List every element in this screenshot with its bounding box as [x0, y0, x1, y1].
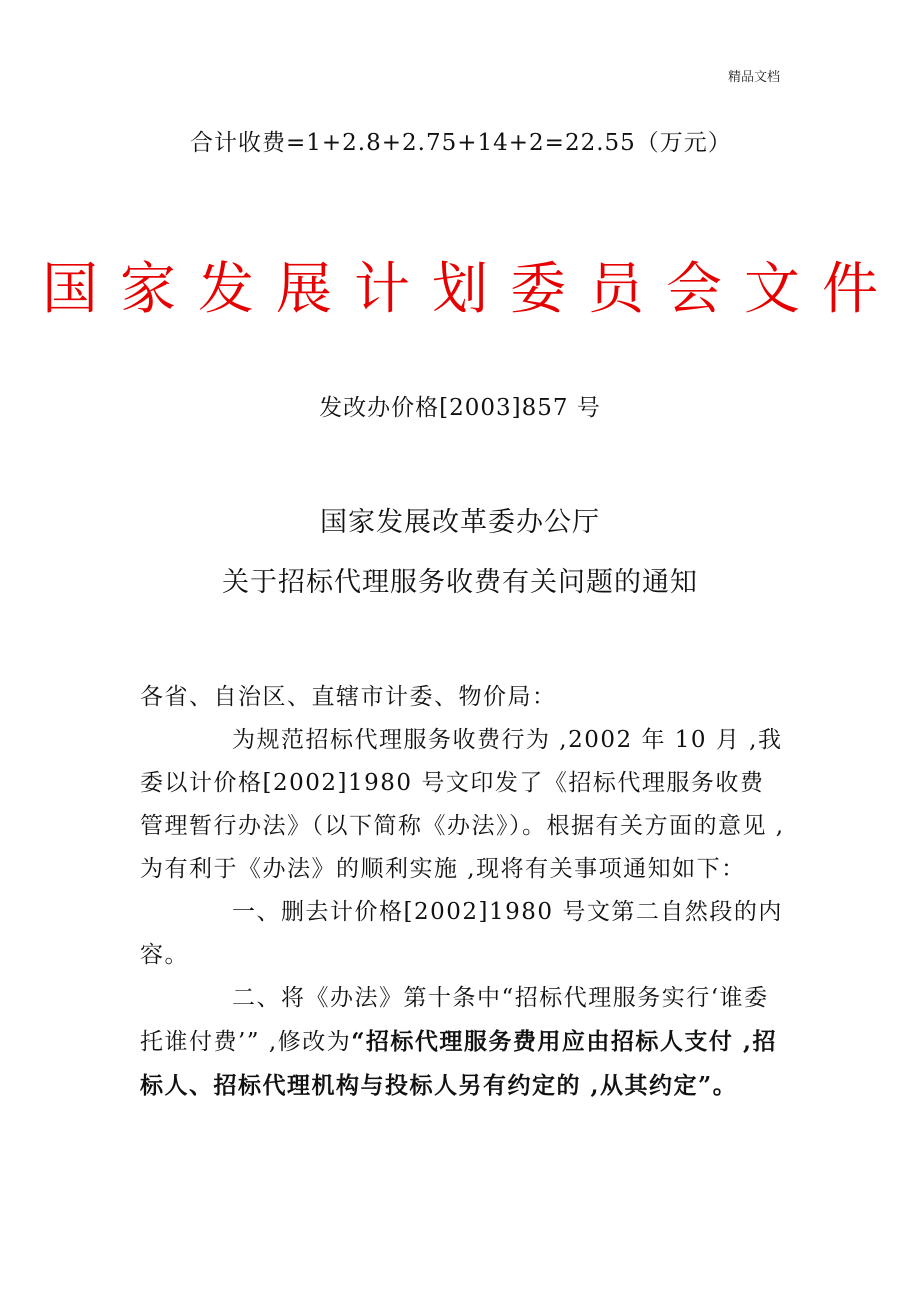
document-red-title: 国家发展计划委员会文件: [42, 257, 900, 322]
item-2: [140, 977, 785, 1108]
total-fee-line: 合计收费=1+2.8+2.75+14+2=22.55（万元）: [190, 130, 732, 156]
paragraph-1: 为规范招标代理服务收费行为 ,2002 年 10 月 ,我委以计价格[2002]1980 号文印发了《招标代理服务收费管理暂行办法》（以下简称《办法》）。根据有关方面的意见 ,为有利于《办法》的顺利实施 ,现将有关事项通知如下：: [140, 727, 785, 882]
document-number: 发改办价格[2003]857 号: [319, 395, 601, 421]
item-1: 一、删去计价格[2002]1980 号文第二自然段的内容。: [140, 899, 783, 968]
header-mark: 精品文档: [727, 70, 780, 85]
item-2-prefix: 二、将《办法》第十条中“招标代理服务实行‘谁委托谁付费’” ,修改为: [140, 985, 769, 1055]
subject-line-2: 关于招标代理服务收费有关问题的通知: [222, 567, 698, 598]
salutation: 各省、自治区、直辖市计委、物价局：: [140, 684, 557, 710]
notice-body: [140, 676, 785, 1108]
subject-line-1: 国家发展改革委办公厅: [320, 507, 600, 538]
item-2-bold-amendment: “招标代理服务费用应由招标人支付 ,招标人、招标代理机构与投标人另有约定的 ,从其约定”。: [140, 1028, 777, 1099]
